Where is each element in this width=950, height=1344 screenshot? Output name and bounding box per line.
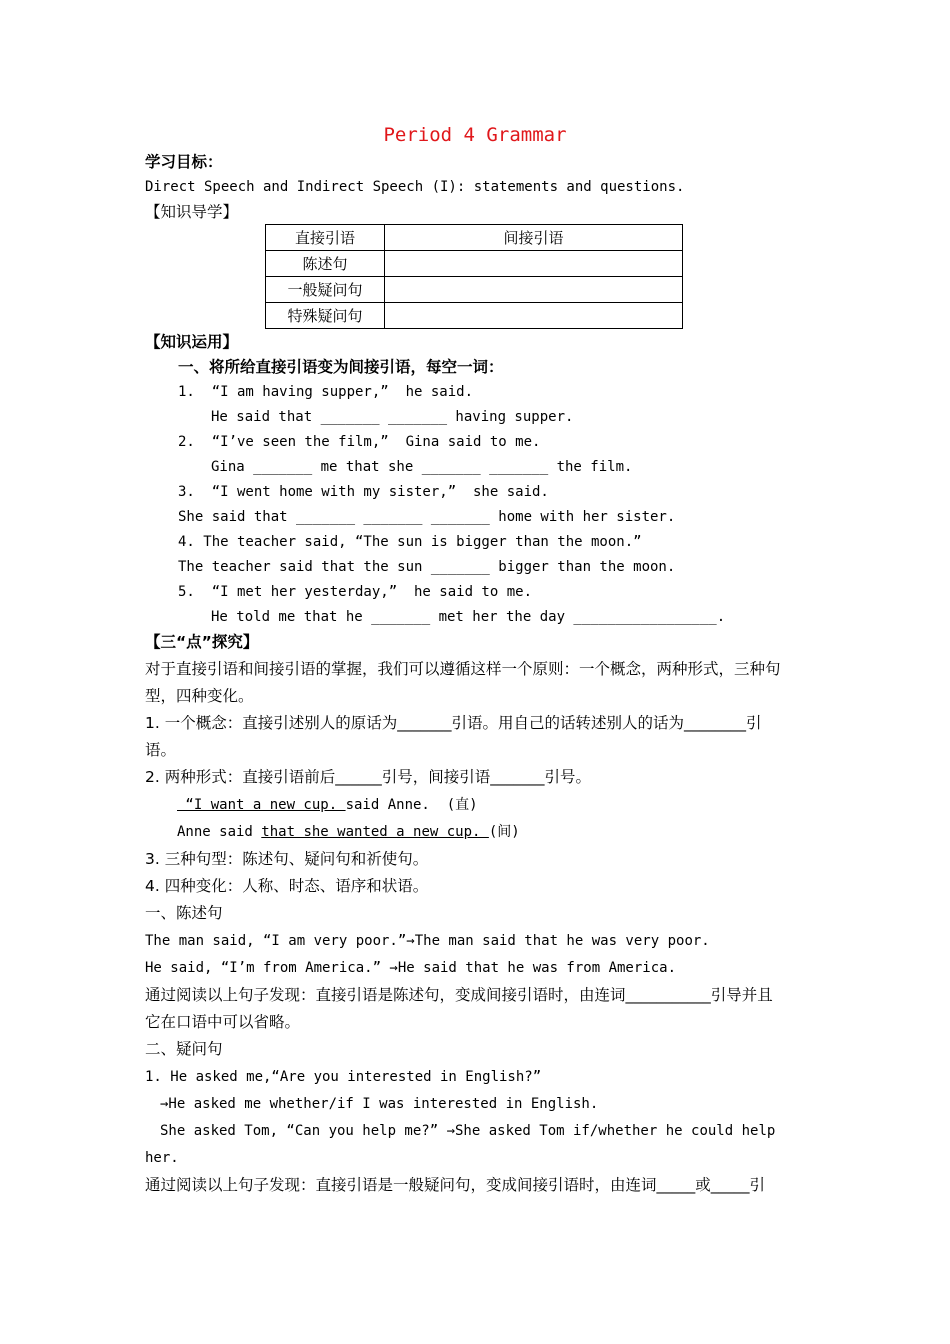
exercise-line: 4. The teacher said, “The sun is bigger than the moon.”	[178, 534, 642, 550]
section-heading-statement: 一、陈述句	[145, 904, 223, 922]
speech-summary-table	[265, 224, 683, 329]
objective-text: Direct Speech and Indirect Speech (I): statements and questions.	[145, 179, 685, 195]
indirect-speech-example	[177, 822, 520, 842]
table-row	[266, 303, 683, 329]
table-row-label: 特殊疑问句	[266, 303, 385, 329]
principle-line: 对于直接引语和间接引语的掌握，我们可以遵循这样一个原则：一个概念，两种形式，三种句	[145, 660, 781, 678]
exercise-line: He told me that he _______ met her the day _________________.	[211, 609, 726, 625]
table-row-label: 陈述句	[266, 251, 385, 277]
exercise-line: 2. “I’ve seen the film,” Gina said to me.	[178, 434, 541, 450]
exercise-line: 5. “I met her yesterday,” he said to me.	[178, 584, 533, 600]
exercise-line: The teacher said that the sun _______ bigger than the moon.	[178, 559, 676, 575]
statement-finding: 通过阅读以上句子发现：直接引语是陈述句，变成间接引语时，由连词___________引导并且	[145, 986, 773, 1004]
table-empty-cell	[385, 251, 683, 277]
concept-line: 语。	[145, 741, 177, 759]
question-example: She asked Tom, “Can you help me?” →She asked Tom if/whether he could help	[160, 1123, 776, 1139]
guide-heading: 【知识导学】	[145, 203, 239, 221]
direct-quote-underlined: “I want a new cup.	[177, 797, 346, 813]
changes-line: 4. 四种变化：人称、时态、语序和状语。	[145, 877, 429, 895]
question-example-result: →He asked me whether/if I was interested in English.	[160, 1096, 599, 1112]
exercise-line: 1. “I am having supper,” he said.	[178, 384, 474, 400]
statement-example: He said, “I’m from America.” →He said that he was from America.	[145, 960, 677, 976]
table-header-row	[266, 225, 683, 251]
section-heading-question: 二、疑问句	[145, 1040, 223, 1058]
indirect-quote-start: Anne said	[177, 824, 262, 840]
statement-example: The man said, “I am very poor.”→The man said that he was very poor.	[145, 933, 710, 949]
exercise-line: She said that _______ _______ _______ home with her sister.	[178, 509, 676, 525]
exercise-line: He said that _______ _______ having supper.	[211, 409, 574, 425]
question-finding: 通过阅读以上句子发现：直接引语是一般疑问句，变成间接引语时，由连词_____或_____引	[145, 1176, 766, 1194]
indirect-quote-end: (间)	[488, 824, 520, 840]
concept-line: 1. 一个概念：直接引述别人的原话为_______引语。用自己的话转述别人的话为________引	[145, 714, 762, 732]
table-row-label: 一般疑问句	[266, 277, 385, 303]
table-row	[266, 277, 683, 303]
exercise-heading: 一、将所给直接引语变为间接引语，每空一词：	[178, 358, 504, 376]
types-line: 3. 三种句型：陈述句、疑问句和祈使句。	[145, 850, 429, 868]
apply-heading: 【知识运用】	[145, 333, 239, 351]
explore-heading: 【三“点”探究】	[145, 633, 259, 651]
table-empty-cell	[385, 303, 683, 329]
question-example: her.	[145, 1150, 179, 1166]
question-example: 1. He asked me,“Are you interested in English?”	[145, 1069, 542, 1085]
exercise-line: 3. “I went home with my sister,” she said.	[178, 484, 549, 500]
direct-quote-rest: said Anne. (直)	[345, 797, 478, 813]
forms-line: 2. 两种形式：直接引语前后______引号，间接引语_______引号。	[145, 768, 591, 786]
direct-speech-example	[177, 795, 478, 815]
table-row	[266, 251, 683, 277]
indirect-quote-underlined: that she wanted a new cup.	[261, 824, 489, 840]
statement-finding: 它在口语中可以省略。	[145, 1013, 301, 1031]
exercise-line: Gina _______ me that she _______ _______ the film.	[211, 459, 633, 475]
table-header-direct: 直接引语	[266, 225, 385, 251]
objective-heading: 学习目标：	[145, 153, 223, 171]
table-header-indirect: 间接引语	[385, 225, 683, 251]
page-title: Period 4 Grammar	[383, 124, 567, 146]
principle-line: 型，四种变化。	[145, 687, 254, 705]
table-empty-cell	[385, 277, 683, 303]
